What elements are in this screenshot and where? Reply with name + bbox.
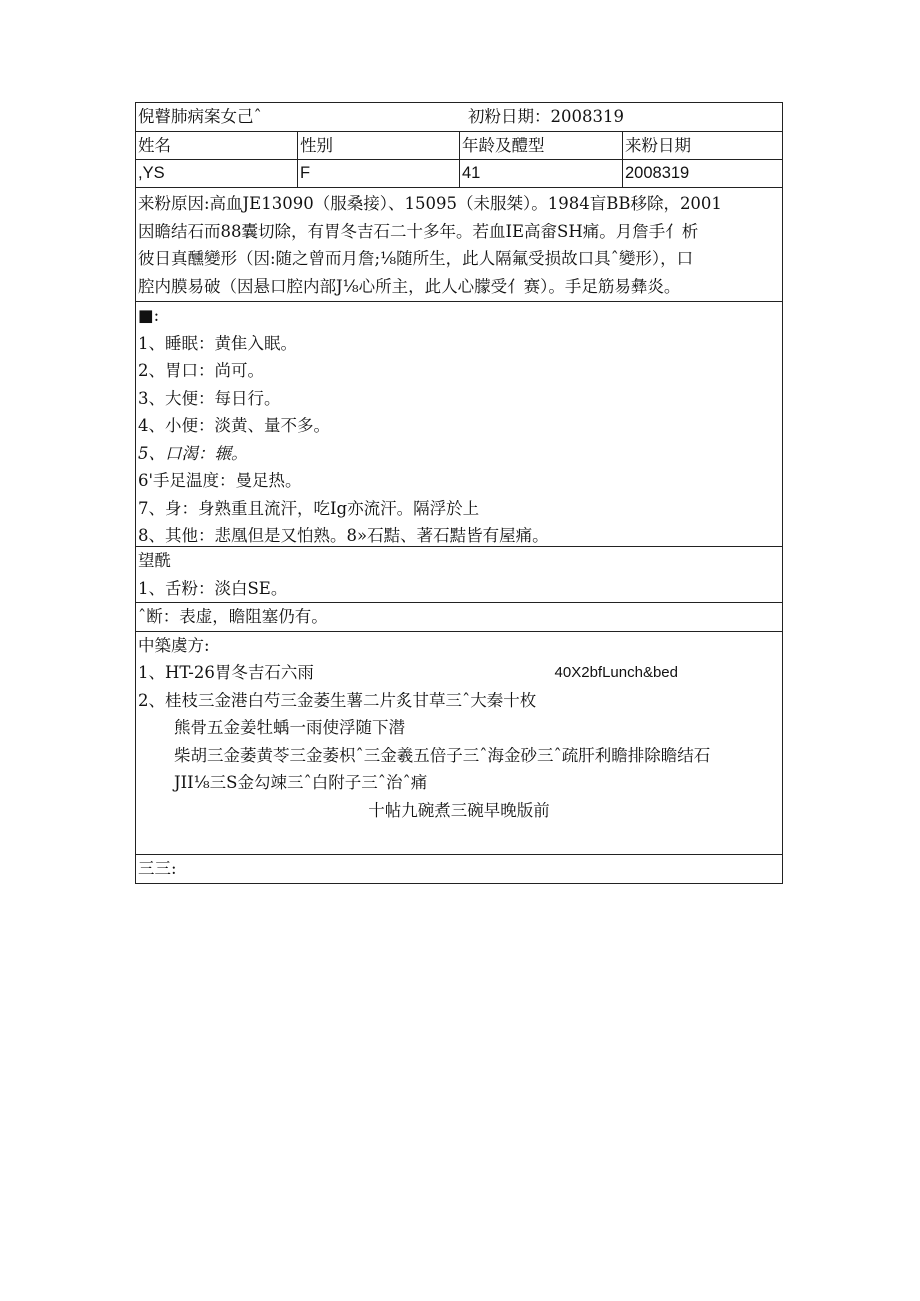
inquiry-item: 3、大便：每日行。	[138, 388, 281, 408]
inquiry-heading: ■:	[138, 306, 160, 325]
inquiry-section	[136, 301, 782, 546]
inquiry-item: 6'手足温度：曼足热。	[138, 471, 302, 490]
info-header-row	[136, 131, 782, 159]
inquiry-item: 7、身：身熟重且流汗，吃Ig亦流汗。隔浮於上	[138, 498, 480, 518]
footer-section	[136, 854, 782, 883]
info-value-row	[136, 159, 782, 187]
prescription-instructions: 十帖九碗煮三碗早晚版前	[368, 800, 550, 820]
prescription-heading: 中築虞方:	[138, 635, 210, 655]
col-age-header: 年龄及醴型	[459, 132, 622, 159]
prescription-line-3: 熊骨五金姜牡蝺一雨使浮随下潜	[174, 718, 405, 737]
prescription-line-4: 柴胡三金萎黄苓三金萎枳ˆ三金羲五倍子三ˆ海金砂三ˆ疏肝利瞻排除瞻结石	[174, 745, 711, 765]
inquiry-item: 4、小便：淡黄、量不多。	[138, 416, 330, 435]
first-visit-value: 2008319	[550, 107, 624, 126]
inspection-item: 1、舌粉：淡白SE。	[138, 578, 288, 598]
record-title: 倪瞽肺病案女己ˆ	[138, 107, 262, 126]
inspection-heading: 望酰	[138, 551, 171, 570]
diagnosis-text: ˆ断：表虚，瞻阻塞仍有。	[138, 607, 328, 626]
visit-date: 2008319	[622, 160, 782, 187]
prescription-section	[136, 631, 782, 854]
inquiry-item: 5、口渴：辗。	[138, 443, 248, 463]
history-line: 腔内膜易破（因悬口腔内部J⅛心所主，此人心朦受亻赛）。手足筋易彝炎。	[138, 276, 681, 296]
patient-sex: F	[297, 160, 459, 187]
medical-record-table	[135, 102, 783, 884]
history-section	[136, 187, 782, 301]
footer-label: 三三:	[138, 858, 177, 878]
inquiry-item: 1、睡眠：黄隹入眠。	[138, 333, 297, 353]
inquiry-item: 8、其他：悲凰但是又怕熟。8»石黠、著石黠皆有屋痛。	[138, 526, 549, 545]
patient-name: ,YS	[138, 164, 165, 182]
inspection-section	[136, 546, 782, 602]
prescription-line-1	[136, 659, 782, 687]
prescription-dosage: 40X2bfLunch&bed	[554, 664, 678, 681]
prescription-formula: 1、HT-26胃冬吉石六雨	[138, 663, 314, 682]
history-line: 因瞻结石而88囊切除，有胃冬吉石二十多年。若血IE高畲SH痛。月詹手亻析	[138, 221, 699, 241]
col-sex-header: 性别	[297, 132, 459, 159]
prescription-line-5: JII⅛三S金勾竦三ˆ白附子三ˆ治ˆ痛	[174, 773, 428, 792]
col-name-header: 姓名	[138, 136, 171, 155]
record-title-row	[136, 103, 782, 131]
first-visit-date	[468, 103, 782, 131]
patient-age: 41	[459, 160, 622, 187]
col-visit-date-header: 来粉日期	[622, 132, 782, 159]
history-line: 彼日真醺變形（因:随之曾而月詹;⅛随所生，此人隔氟受损故口具ˆ變形），口	[138, 249, 694, 268]
inquiry-item: 2、胃口：尚可。	[138, 361, 264, 380]
history-line: 来粉原因:高血JE13090（服桑接）、15095（未服桀）。1984盲BB移除，2001	[138, 194, 722, 213]
first-visit-label: 初粉日期：	[468, 107, 551, 126]
prescription-line-2: 2、桂枝三金港白芍三金萎生薯二片炙甘草三ˆ大秦十枚	[138, 690, 537, 710]
diagnosis-section	[136, 602, 782, 631]
